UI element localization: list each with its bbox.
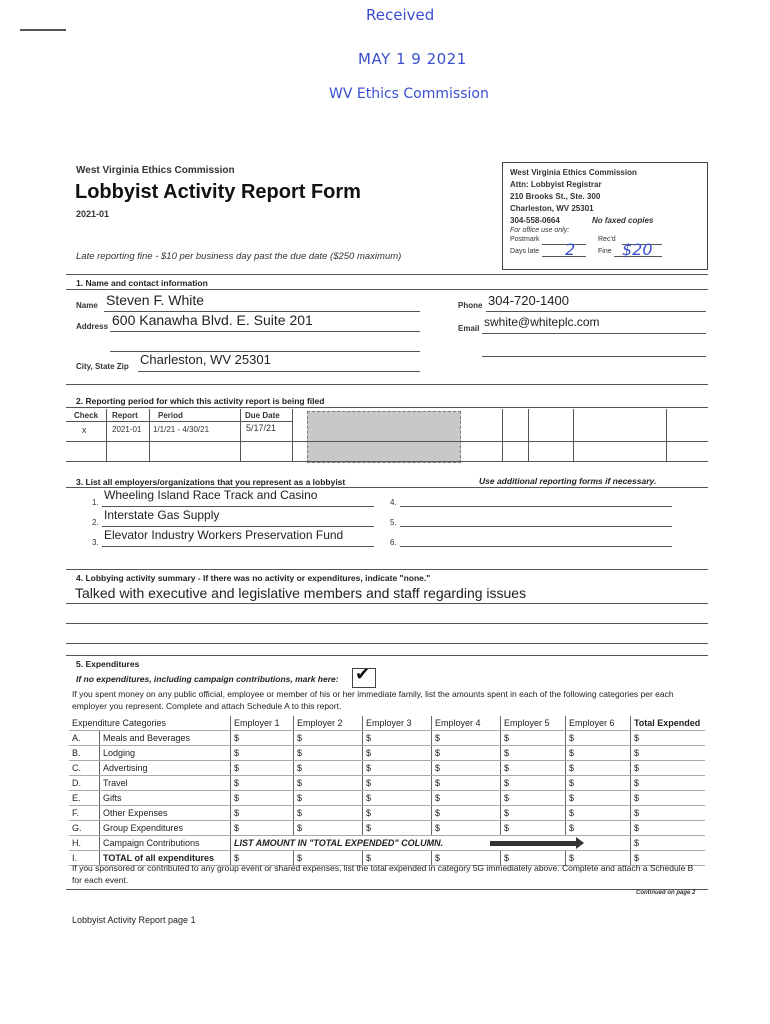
city-line bbox=[138, 371, 420, 372]
exp-row bbox=[69, 806, 705, 821]
exp-amount-cell: $ bbox=[230, 821, 293, 836]
exp-amount-cell: $ bbox=[431, 731, 500, 746]
employer-line-4 bbox=[400, 506, 672, 507]
city-value: Charleston, WV 25301 bbox=[140, 352, 271, 367]
employer-num-3: 3. bbox=[92, 538, 99, 547]
exp-amount-cell: $ bbox=[630, 821, 705, 836]
exp-row-category: Advertising bbox=[100, 761, 231, 776]
exp-amount-cell: $ bbox=[431, 806, 500, 821]
exp-row-letter: B. bbox=[69, 746, 100, 761]
exp-amount-cell: $ bbox=[500, 791, 565, 806]
exp-amount-cell: $ bbox=[630, 791, 705, 806]
section5-heading: 5. Expenditures bbox=[76, 659, 140, 669]
days-late-label: Days late bbox=[510, 248, 540, 255]
email-value: swhite@whiteplc.com bbox=[484, 315, 600, 329]
exp-amount-cell: $ bbox=[630, 761, 705, 776]
exp-amount-cell: $ bbox=[230, 746, 293, 761]
employer-num-1: 1. bbox=[92, 498, 99, 507]
exp-row-i-emp3: $ bbox=[362, 851, 431, 866]
exp-amount-cell: $ bbox=[500, 761, 565, 776]
exp-amount-cell: $ bbox=[565, 776, 630, 791]
exp-amount-cell: $ bbox=[293, 776, 362, 791]
exp-amount-cell: $ bbox=[431, 791, 500, 806]
exp-row-h-total: $ bbox=[630, 836, 705, 851]
exp-amount-cell: $ bbox=[500, 821, 565, 836]
section5-bottom-rule bbox=[66, 889, 708, 890]
section5-rule bbox=[66, 655, 708, 656]
address-value: 600 Kanawha Blvd. E. Suite 201 bbox=[112, 312, 313, 328]
exp-row bbox=[69, 731, 705, 746]
office-line4: Charleston, WV 25301 bbox=[510, 204, 594, 213]
section1-heading: 1. Name and contact information bbox=[76, 278, 208, 288]
exp-amount-cell: $ bbox=[230, 776, 293, 791]
phone-label: Phone bbox=[458, 301, 483, 310]
exp-amount-cell: $ bbox=[630, 806, 705, 821]
address-label: Address bbox=[76, 322, 109, 331]
exp-amount-cell: $ bbox=[230, 731, 293, 746]
exp-col-emp6: Employer 6 bbox=[565, 716, 630, 731]
period-row-rule2 bbox=[66, 461, 708, 462]
exp-row-i-emp1: $ bbox=[230, 851, 293, 866]
exp-amount-cell: $ bbox=[362, 806, 431, 821]
exp-amount-cell: $ bbox=[565, 821, 630, 836]
period-check: x bbox=[82, 425, 87, 435]
employer-num-6: 6. bbox=[390, 538, 397, 547]
exp-amount-cell: $ bbox=[362, 821, 431, 836]
exp-row-category: Meals and Beverages bbox=[100, 731, 231, 746]
exp-row-h bbox=[69, 836, 705, 851]
employer-line-3 bbox=[102, 546, 374, 547]
exp-row-i-emp4: $ bbox=[431, 851, 500, 866]
col-check: Check bbox=[74, 411, 99, 420]
expenditure-instructions: If you spent money on any public official, employee or member of his or her immediate family, list the amounts spent in each of the following categories per each employer you represent. Complete and attach Schedule A to this report. bbox=[72, 689, 674, 711]
exp-row-i-emp2: $ bbox=[293, 851, 362, 866]
exp-amount-cell: $ bbox=[293, 731, 362, 746]
exp-amount-cell: $ bbox=[565, 806, 630, 821]
exp-amount-cell: $ bbox=[362, 791, 431, 806]
exp-row-i-emp6: $ bbox=[565, 851, 630, 866]
employer-name-1: Wheeling Island Race Track and Casino bbox=[104, 488, 318, 502]
continued-note: Continued on page 2 bbox=[636, 890, 696, 896]
employer-name-2: Interstate Gas Supply bbox=[104, 508, 220, 522]
page-footer: Lobbyist Activity Report page 1 bbox=[72, 915, 196, 925]
exp-row-category: Gifts bbox=[100, 791, 231, 806]
col-report: Report bbox=[112, 411, 138, 420]
exp-amount-cell: $ bbox=[230, 806, 293, 821]
exp-row-h-note-text: LIST AMOUNT IN "TOTAL EXPENDED" COLUMN. bbox=[233, 838, 444, 848]
summary-line1 bbox=[66, 603, 708, 604]
exp-col-total: Total Expended bbox=[630, 716, 705, 731]
activity-summary: Talked with executive and legislative members and staff regarding issues bbox=[75, 585, 527, 601]
expenditure-footer-note: If you sponsored or contributed to any group event or shared expenses, list the total expended in category 5G immediately above. Complete and attach a Schedule B for each event. bbox=[72, 863, 694, 885]
phone-line bbox=[486, 311, 706, 312]
exp-row-i-emp5: $ bbox=[500, 851, 565, 866]
office-phone: 304-558-0664 bbox=[510, 216, 560, 225]
received-stamp: Received bbox=[366, 6, 435, 24]
exp-amount-cell: $ bbox=[293, 746, 362, 761]
exp-row-category: Travel bbox=[100, 776, 231, 791]
exp-amount-cell: $ bbox=[500, 746, 565, 761]
exp-amount-cell: $ bbox=[362, 776, 431, 791]
exp-amount-cell: $ bbox=[630, 776, 705, 791]
exp-amount-cell: $ bbox=[362, 761, 431, 776]
exp-amount-cell: $ bbox=[293, 791, 362, 806]
employer-line-1 bbox=[102, 506, 374, 507]
section4-heading: 4. Lobbying activity summary - If there was no activity or expenditures, indicate "none." bbox=[76, 573, 431, 583]
phone-value: 304-720-1400 bbox=[488, 293, 569, 308]
postmark-label: Postmark bbox=[510, 236, 540, 243]
days-late-value: 2 bbox=[565, 240, 576, 259]
period-report: 2021-01 bbox=[112, 425, 142, 434]
office-use-label: For office use only: bbox=[510, 227, 570, 234]
exp-amount-cell: $ bbox=[362, 746, 431, 761]
exp-col-emp1: Employer 1 bbox=[230, 716, 293, 731]
employer-line-5 bbox=[400, 526, 672, 527]
exp-amount-cell: $ bbox=[630, 731, 705, 746]
check-mark-icon: ✔ bbox=[355, 664, 371, 685]
exp-amount-cell: $ bbox=[500, 731, 565, 746]
exp-row bbox=[69, 821, 705, 836]
arrow-icon bbox=[490, 841, 576, 846]
exp-row-letter: E. bbox=[69, 791, 100, 806]
exp-row-letter: A. bbox=[69, 731, 100, 746]
fine-value: $20 bbox=[622, 240, 653, 259]
exp-row-category: Group Expenditures bbox=[100, 821, 231, 836]
office-line1: West Virginia Ethics Commission bbox=[510, 168, 637, 177]
exp-amount-cell: $ bbox=[565, 746, 630, 761]
section1-rule bbox=[66, 274, 708, 275]
exp-row-letter: F. bbox=[69, 806, 100, 821]
exp-amount-cell: $ bbox=[431, 761, 500, 776]
period-col-div1 bbox=[106, 409, 107, 461]
employer-num-4: 4. bbox=[390, 498, 397, 507]
exp-row-h-cat: Campaign Contributions bbox=[100, 836, 231, 851]
col-due: Due Date bbox=[245, 411, 280, 420]
summary-line3 bbox=[66, 643, 708, 644]
period-col-div2 bbox=[149, 409, 150, 461]
period-col-div4 bbox=[292, 409, 293, 461]
exp-amount-cell: $ bbox=[630, 746, 705, 761]
exp-col-emp3: Employer 3 bbox=[362, 716, 431, 731]
section3-heading: 3. List all employers/organizations that you represent as a lobbyist bbox=[76, 477, 346, 487]
period-header-rule bbox=[66, 421, 292, 422]
exp-amount-cell: $ bbox=[431, 746, 500, 761]
no-fax-note: No faxed copies bbox=[592, 216, 654, 225]
exp-amount-cell: $ bbox=[500, 806, 565, 821]
office-line3: 210 Brooks St., Ste. 300 bbox=[510, 192, 601, 201]
exp-amount-cell: $ bbox=[293, 761, 362, 776]
exp-row-letter: D. bbox=[69, 776, 100, 791]
exp-row-i-letter: I. bbox=[69, 851, 100, 866]
exp-amount-cell: $ bbox=[431, 776, 500, 791]
fine-label: Fine bbox=[598, 248, 612, 255]
recd-label: Rec'd bbox=[598, 236, 616, 243]
exp-col-emp5: Employer 5 bbox=[500, 716, 565, 731]
exp-row-category: Lodging bbox=[100, 746, 231, 761]
extra-line bbox=[482, 356, 706, 357]
period-col-div8 bbox=[666, 409, 667, 461]
exp-col-emp2: Employer 2 bbox=[293, 716, 362, 731]
exp-row-letter: G. bbox=[69, 821, 100, 836]
section3-note: Use additional reporting forms if necessary. bbox=[479, 476, 657, 486]
page-title: Lobbyist Activity Report Form bbox=[75, 181, 361, 203]
received-date-stamp: MAY 1 9 2021 bbox=[358, 50, 467, 68]
exp-row-i-cat: TOTAL of all expenditures bbox=[100, 851, 231, 866]
employer-num-2: 2. bbox=[92, 518, 99, 527]
office-line2: Attn: Lobbyist Registrar bbox=[510, 180, 602, 189]
employer-name-3: Elevator Industry Workers Preservation Fund bbox=[104, 528, 344, 542]
corner-mark bbox=[20, 29, 66, 31]
exp-row-letter: C. bbox=[69, 761, 100, 776]
email-label: Email bbox=[458, 324, 480, 333]
period-col-div7 bbox=[573, 409, 574, 461]
exp-row bbox=[69, 746, 705, 761]
section4-rule bbox=[66, 569, 708, 570]
exp-row-category: Other Expenses bbox=[100, 806, 231, 821]
period-due: 5/17/21 bbox=[246, 423, 277, 433]
exp-amount-cell: $ bbox=[565, 761, 630, 776]
form-year: 2021-01 bbox=[76, 209, 110, 219]
exp-amount-cell: $ bbox=[230, 791, 293, 806]
postmark-line bbox=[542, 244, 586, 245]
exp-header-row bbox=[69, 716, 705, 731]
days-late-line bbox=[542, 256, 586, 257]
no-expenditures-label: If no expenditures, including campaign contributions, mark here: bbox=[76, 674, 339, 684]
exp-col-emp4: Employer 4 bbox=[431, 716, 500, 731]
email-line bbox=[482, 333, 706, 334]
exp-amount-cell: $ bbox=[293, 806, 362, 821]
employer-num-5: 5. bbox=[390, 518, 397, 527]
late-fine-note: Late reporting fine - $10 per business day past the due date ($250 maximum) bbox=[76, 251, 402, 262]
section2-heading-rule bbox=[66, 407, 708, 408]
section2-rule bbox=[66, 384, 708, 385]
period-row-rule1 bbox=[66, 441, 708, 442]
exp-amount-cell: $ bbox=[565, 791, 630, 806]
redacted-area bbox=[307, 411, 461, 463]
name-value: Steven F. White bbox=[106, 292, 205, 308]
period-col-div6 bbox=[528, 409, 529, 461]
exp-row bbox=[69, 791, 705, 806]
exp-row-h-note bbox=[230, 836, 630, 851]
employer-line-6 bbox=[400, 546, 672, 547]
exp-amount-cell: $ bbox=[293, 821, 362, 836]
exp-amount-cell: $ bbox=[431, 821, 500, 836]
commission-stamp: WV Ethics Commission bbox=[329, 86, 489, 102]
exp-amount-cell: $ bbox=[362, 731, 431, 746]
exp-row bbox=[69, 761, 705, 776]
section1-heading-rule bbox=[66, 289, 708, 290]
exp-col-categories: Expenditure Categories bbox=[69, 716, 230, 731]
exp-row-h-letter: H. bbox=[69, 836, 100, 851]
period-range: 1/1/21 - 4/30/21 bbox=[153, 425, 210, 434]
expenditures-table bbox=[69, 716, 705, 866]
city-label: City, State Zip bbox=[76, 362, 129, 371]
address-line bbox=[110, 331, 420, 332]
exp-amount-cell: $ bbox=[565, 731, 630, 746]
period-col-div5 bbox=[502, 409, 503, 461]
summary-line2 bbox=[66, 623, 708, 624]
exp-row bbox=[69, 776, 705, 791]
employer-line-2 bbox=[102, 526, 374, 527]
section2-heading: 2. Reporting period for which this activity report is being filed bbox=[76, 396, 325, 406]
exp-row-i-total: $ bbox=[630, 851, 705, 866]
exp-amount-cell: $ bbox=[230, 761, 293, 776]
agency-name: West Virginia Ethics Commission bbox=[76, 165, 235, 176]
name-label: Name bbox=[76, 301, 98, 310]
period-col-div3 bbox=[240, 409, 241, 461]
col-period: Period bbox=[158, 411, 183, 420]
exp-amount-cell: $ bbox=[500, 776, 565, 791]
